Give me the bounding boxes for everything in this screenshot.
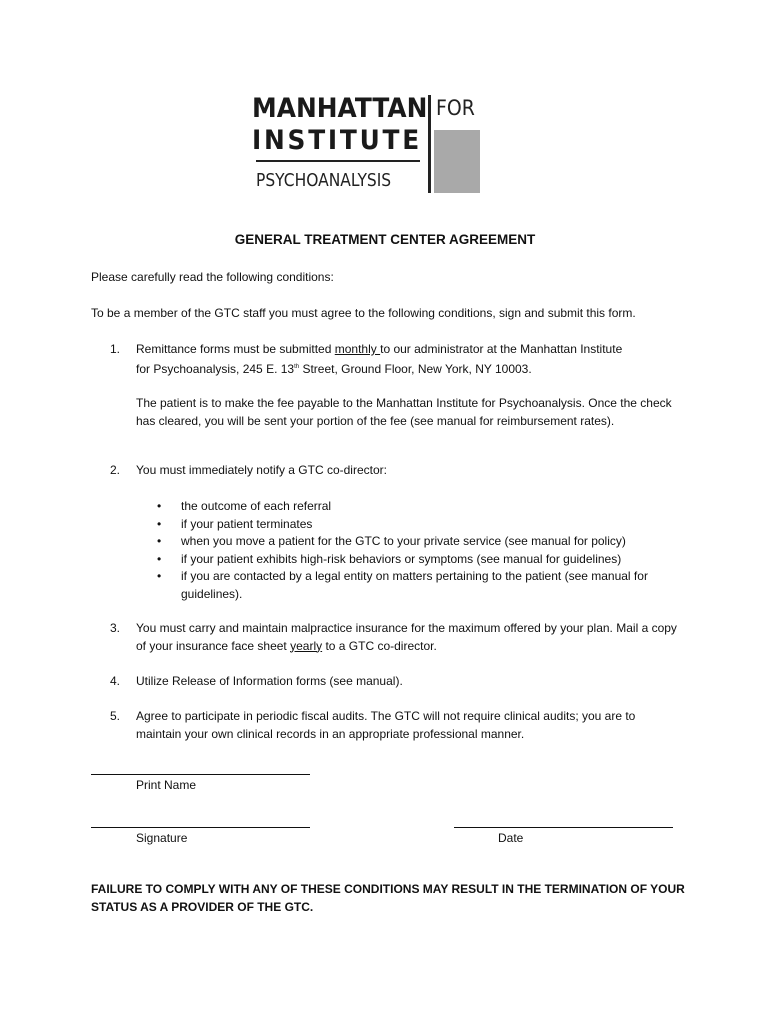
print-name-label: Print Name: [136, 778, 197, 792]
list-item: • if your patient exhibits high-risk behaviors or symptoms (see manual for guidelines): [157, 551, 622, 566]
list-item: • if you are contacted by a legal entity on matters pertaining to the patient (see manual for guidelines).: [157, 569, 648, 601]
item-number: 4.: [110, 674, 121, 688]
underlined-monthly: monthly: [334, 342, 381, 356]
item-number: 3.: [110, 621, 121, 635]
list-item: • the outcome of each referral: [157, 499, 332, 513]
underlined-yearly: yearly: [290, 638, 323, 653]
item-text: Utilize Release of Information forms (see manual).: [136, 674, 403, 688]
logo-line-psychoanalysis: PSYCHOANALYSIS: [256, 170, 392, 191]
logo-rule: [256, 160, 420, 162]
item-text: Agree to participate in periodic fiscal audits. The GTC will not require clinical audits; you are to maintain your own clinical records in an appropriate professional manner.: [136, 709, 636, 741]
date-label: Date: [498, 831, 524, 845]
logo-gray-square: [434, 130, 480, 193]
logo-vertical-bar: [428, 95, 431, 193]
item-number: 2.: [110, 463, 121, 477]
logo-line-institute: INSTITUTE: [252, 125, 422, 156]
notify-bullet-list: [157, 498, 687, 603]
item-text: You must carry and maintain malpractice insurance for the maximum offered by your plan. Mail a copy of your insurance face sheet yearly to a GTC co-director.: [136, 621, 677, 653]
signature-line[interactable]: [91, 827, 310, 828]
institute-logo: [252, 93, 480, 195]
item-text: You must immediately notify a GTC co-director:: [136, 463, 387, 477]
item-1-paragraph-2: The patient is to make the fee payable to the Manhattan Institute for Psychoanalysis. Once the check has cleared, you will be sent your portion of the fee (see manual for reimbursement rates).: [136, 396, 672, 428]
print-name-line[interactable]: [91, 774, 310, 775]
item-number: 5.: [110, 709, 121, 723]
document-title: GENERAL TREATMENT CENTER AGREEMENT: [234, 232, 536, 247]
signature-label: Signature: [136, 831, 188, 845]
list-item: • when you move a patient for the GTC to your private service (see manual for policy): [157, 534, 626, 548]
logo-line-manhattan: MANHATTAN: [252, 93, 428, 124]
intro-line-1: Please carefully read the following conditions:: [91, 270, 334, 284]
item-text: Remittance forms must be submitted monthly to our administrator at the Manhattan Institute for Psychoanalysis, 245 E. 13th Street, Ground Floor, New York, NY 10003. The patient is to make the fee payable to the Manhattan Institute for Psychoanalysis. Once the check has cleared, you will be sent your portion of the fee (see manual for reimbursement rates).: [136, 341, 681, 430]
termination-warning: FAILURE TO COMPLY WITH ANY OF THESE CONDITIONS MAY RESULT IN THE TERMINATION OF YOUR STATUS AS A PROVIDER OF THE GTC.: [91, 882, 685, 914]
date-line[interactable]: [454, 827, 673, 828]
list-item: • if your patient terminates: [157, 516, 313, 531]
item-number: 1.: [110, 342, 121, 356]
intro-line-2: To be a member of the GTC staff you must agree to the following conditions, sign and submit this form.: [91, 306, 636, 320]
logo-for: FOR: [436, 96, 475, 120]
